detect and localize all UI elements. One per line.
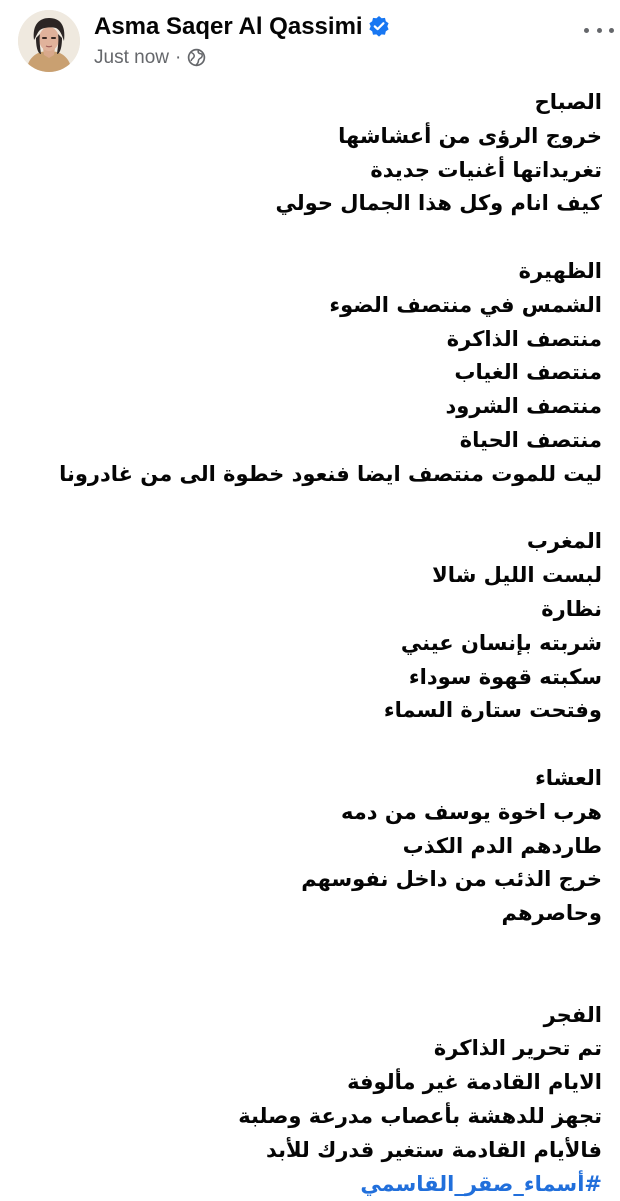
poem-line: منتصف الذاكرة <box>14 323 602 357</box>
globe-icon[interactable] <box>187 48 206 67</box>
poem-line: خرج الذئب من داخل نفوسهم <box>14 863 602 897</box>
poem-line: ليت للموت منتصف ايضا فنعود خطوة الى من غادرونا <box>14 458 602 492</box>
poem-line: منتصف الغياب <box>14 356 602 390</box>
more-dot <box>609 28 614 33</box>
stanza-title-sunset: المغرب <box>14 525 602 559</box>
avatar[interactable] <box>18 10 80 72</box>
poem-line: الشمس في منتصف الضوء <box>14 289 602 323</box>
poem-line: تغريداتها أغنيات جديدة <box>14 154 602 188</box>
author-name[interactable] <box>94 12 390 42</box>
more-dot <box>597 28 602 33</box>
poem-line: طاردهم الدم الكذب <box>14 830 602 864</box>
poem-line: منتصف الشرود <box>14 390 602 424</box>
poem-line: منتصف الحياة <box>14 424 602 458</box>
meta-separator: · <box>175 47 181 68</box>
poem-line: هرب اخوة يوسف من دمه <box>14 796 602 830</box>
poem-line: نظارة <box>14 593 602 627</box>
verified-badge-icon <box>368 15 390 37</box>
poem-line: كيف انام وكل هذا الجمال حولي <box>14 187 602 221</box>
stanza-gap <box>14 931 602 965</box>
poem-line: شربته بإنسان عيني <box>14 627 602 661</box>
stanza-title-dawn: الفجر <box>14 999 602 1033</box>
stanza-gap <box>14 492 602 526</box>
more-dot <box>584 28 589 33</box>
post-meta <box>94 46 206 70</box>
stanza-title-morning: الصباح <box>14 86 602 120</box>
author-name-text[interactable]: Asma Saqer Al Qassimi <box>94 13 363 40</box>
poem-line: وفتحت ستارة السماء <box>14 694 602 728</box>
stanza-gap <box>14 221 602 255</box>
stanza-gap <box>14 728 602 762</box>
poem-line: فالأيام القادمة ستغير قدرك للأبد <box>14 1134 602 1168</box>
stanza-title-evening: العشاء <box>14 762 602 796</box>
stanza-gap <box>14 965 602 999</box>
poem-line: تم تحرير الذاكرة <box>14 1032 602 1066</box>
post-text <box>14 86 602 1201</box>
poem-line: خروج الرؤى من أعشاشها <box>14 120 602 154</box>
poem-line: لبست الليل شالا <box>14 559 602 593</box>
more-dots-icon[interactable] <box>584 24 614 36</box>
hashtag-link[interactable]: #أسماء_صقر_القاسمي <box>14 1168 602 1201</box>
avatar-image <box>18 10 80 72</box>
poem-line: وحاصرهم <box>14 897 602 931</box>
post-header <box>0 0 620 84</box>
stanza-title-noon: الظهيرة <box>14 255 602 289</box>
poem-line: تجهز للدهشة بأعصاب مدرعة وصلبة <box>14 1100 602 1134</box>
poem-line: سكبته قهوة سوداء <box>14 661 602 695</box>
post-timestamp[interactable]: Just now <box>94 47 169 68</box>
poem-line: الايام القادمة غير مألوفة <box>14 1066 602 1100</box>
